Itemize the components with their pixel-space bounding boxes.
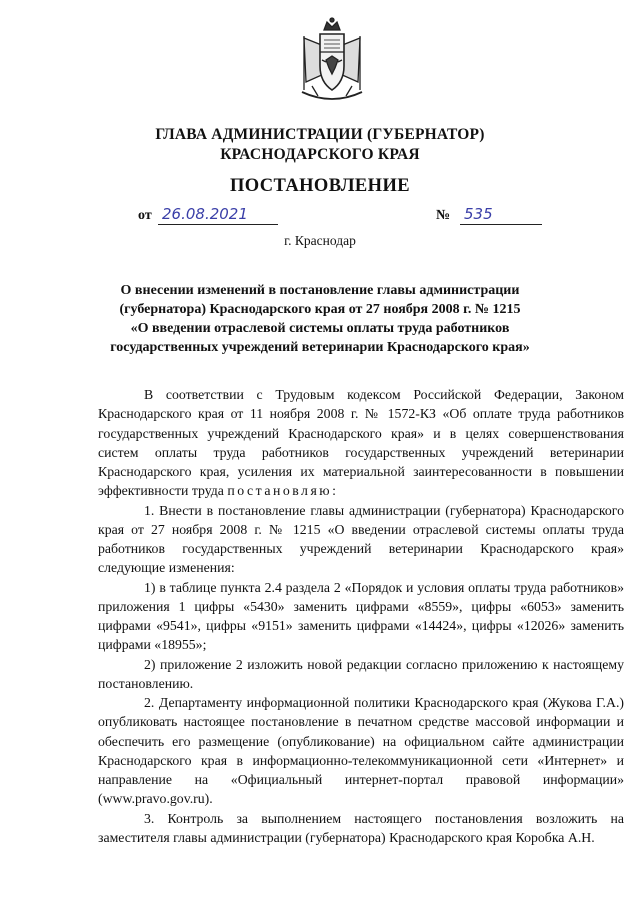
krasnodar-coat-of-arms-icon — [298, 16, 366, 102]
item-3-paragraph: 3. Контроль за выполнением настоящего постановления возложить на заместителя главы администрации (губернатора) Краснодарского края Коробка А.Н. — [98, 810, 624, 845]
title-line-2: (губернатора) Краснодарского края от 27 ноября 2008 г. № 1215 — [119, 302, 521, 317]
handwritten-date: 26.08.2021 — [158, 204, 278, 225]
item-2-paragraph: 2. Департаменту информационной политики Краснодарского края (Жукова Г.А.) опубликовать настоящее постановление в печатном средстве массовой информации и обеспечить его размещение (опубликование) на официальном сайте администрации Краснодарского края в информационно-телекоммуникационной сети «Интернет» и направление на «Официальный интернет-портал правовой информации» (www.pravo.gov.ru). — [98, 695, 624, 807]
document-body — [98, 385, 624, 847]
date-number-row — [0, 205, 640, 227]
city-line: г. Краснодар — [284, 233, 356, 248]
preamble-text: В соответствии с Трудовым кодексом Российской Федерации, Законом Краснодарского края от 11 ноября 2008 г. № 1572-КЗ «Об оплате труда работников государственных учреждений Краснодарского края» и в целях совершенствования систем оплаты труда работников государственных учреждений ветеринарии Краснодарского края, усиления их материальной заинтересованности в повышении эффективности труда — [98, 387, 624, 499]
title-line-4: государственных учреждений ветеринарии Краснодарского края» — [110, 340, 530, 355]
subitem-1-paragraph: 1) в таблице пункта 2.4 раздела 2 «Порядок и условия оплаты труда работников» приложения 1 цифры «5430» заменить цифрами «8559», цифры «6053» заменить цифрами «9541», цифры «9151» заменить цифрами «14424», цифры «12026» заменить цифрами «18955»; — [98, 579, 624, 653]
document-title — [0, 281, 640, 357]
number-prefix: № — [436, 208, 451, 223]
item-1-paragraph: 1. Внести в постановление главы администрации (губернатора) Краснодарского края от 27 ноября 2008 г. № 1215 «О введении отраслевой системы оплаты труда работников государственных учреждений ветеринарии Краснодарского края» следующие изменения: — [98, 502, 624, 576]
date-prefix: от — [138, 208, 152, 223]
issuing-authority — [0, 125, 640, 165]
authority-line-1: ГЛАВА АДМИНИСТРАЦИИ (ГУБЕРНАТОР) — [155, 126, 485, 143]
preamble-paragraph — [98, 385, 624, 501]
document-type: ПОСТАНОВЛЕНИЕ — [229, 176, 410, 196]
title-line-3: «О введении отраслевой системы оплаты труда работников — [130, 321, 510, 336]
authority-line-2: КРАСНОДАРСКОГО КРАЯ — [220, 146, 420, 163]
handwritten-number: 535 — [460, 204, 542, 225]
title-line-1: О внесении изменений в постановление главы администрации — [120, 283, 520, 298]
subitem-2-paragraph: 2) приложение 2 изложить новой редакции согласно приложению к настоящему постановлению. — [98, 656, 624, 691]
resolve-word: постановляю: — [227, 483, 339, 499]
